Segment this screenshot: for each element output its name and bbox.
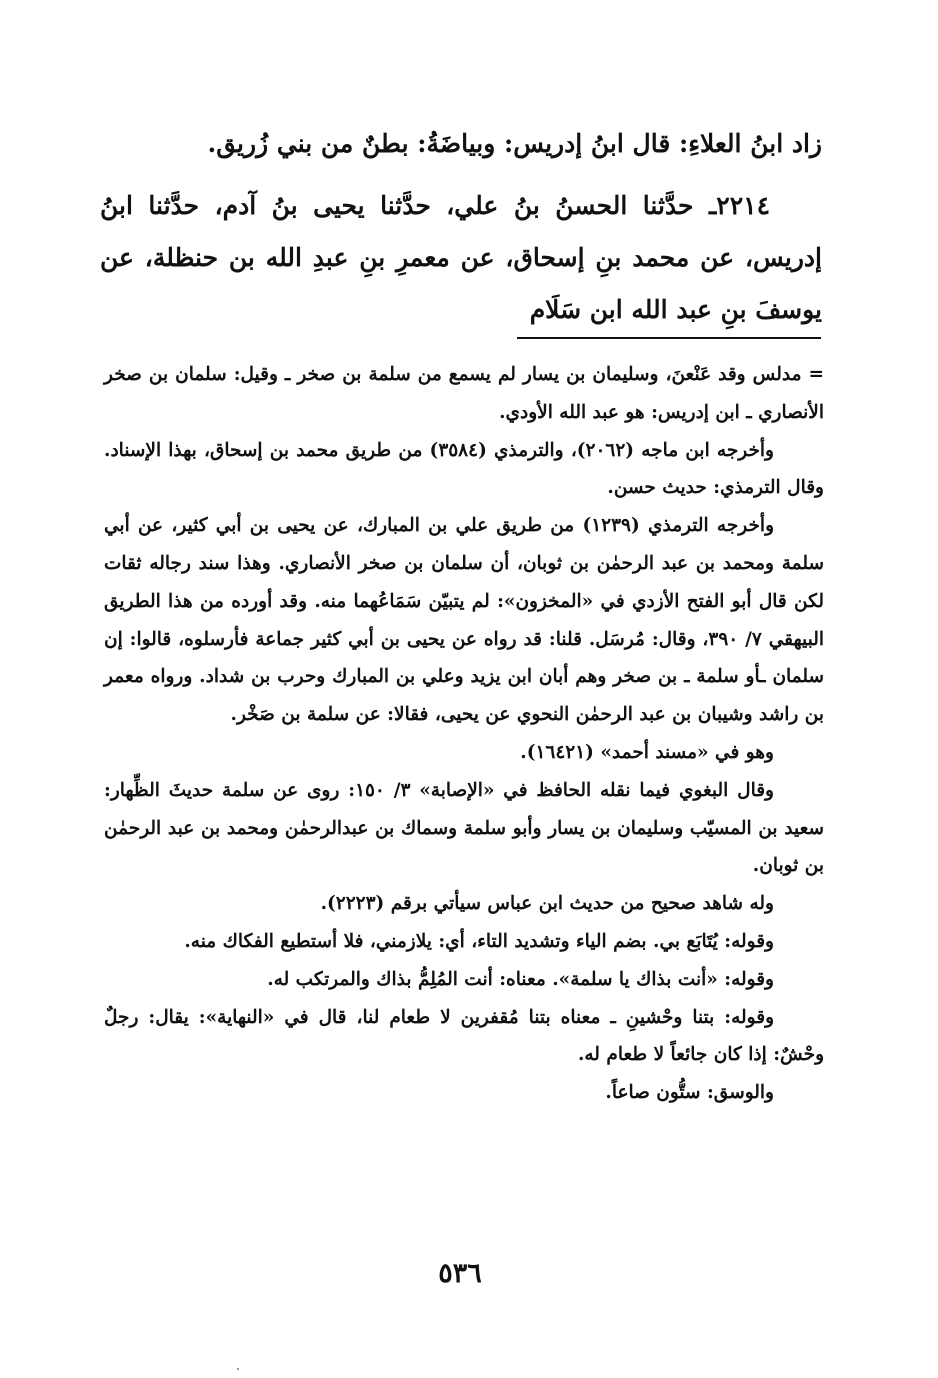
footnote-paragraph: وقوله: يُتَابَع بي. بضم الياء وتشديد التاء، أي: يلازمني، فلا أستطيع الفكاك منه. (184, 930, 774, 952)
page-number: ٥٣٦ (438, 1258, 482, 1289)
footnote-paragraph: وهو في «مسند أحمد» (١٦٤٢١). (520, 741, 774, 763)
footnote-paragraph: وأخرجه ابن ماجه (٢٠٦٢)، والترمذي (٣٥٨٤) من طريق محمد بن إسحاق، بهذا الإسناد. وقال الترمذي: حديث حسن. (104, 439, 824, 499)
footnote-divider (517, 337, 821, 339)
main-text (100, 118, 822, 336)
footnote-paragraph: وقوله: «أنت بذاك يا سلمة». معناه: أنت المُلِمُّ بذاك والمرتكب له. (267, 968, 774, 990)
footnote-paragraph: = مدلس وقد عَنْعنَ، وسليمان بن يسار لم يسمع من سلمة بن صخر ـ وقيل: سلمان بن صخر الأنصاري ـ ابن إدريس: هو عبد الله الأودي. (104, 364, 824, 423)
footnote-paragraph: وقوله: بتنا وحْشينِ ـ معناه بتنا مُقفرين لا طعام لنا، قال في «النهاية»: يقال: رجلٌ وحْشٌ: إذا كان جائعاً لا طعام له. (104, 1006, 824, 1066)
footnote-paragraph: وقال البغوي فيما نقله الحافظ في «الإصابة» ٣/ ١٥٠: روى عن سلمة حديثَ الظِّهار: سعيد بن المسيّب وسليمان بن يسار وأبو سلمة وسماك بن عبدالرحمٰن ومحمد بن عبد الرحمٰن بن ثوبان. (104, 779, 824, 877)
hadith-text: ٢٢١٤ـ حدَّثنا الحسنُ بنُ علي، حدَّثنا يحيى بنُ آدم، حدَّثنا ابنُ إدريس، عن محمد بنِ إسحاق، عن معمرِ بنِ عبدِ الله بن حنظلة، عن يوسفَ بنِ عبد الله ابن سَلَام (100, 191, 822, 324)
footnote-paragraph: والوسق: ستُّون صاعاً. (605, 1082, 774, 1104)
scan-speck (237, 1368, 239, 1370)
footnote-paragraph: وأخرجه الترمذي (١٢٣٩) من طريق علي بن المبارك، عن يحيى بن أبي كثير، عن أبي سلمة ومحمد بن عبد الرحمٰن بن ثوبان، أن سلمان بن صخر الأنصاري. وهذا سند رجاله ثقات لكن قال أبو الفتح الأزدي في «المخزون»: لم يتبيّن سَمَاعُهما منه. وقد أورده من هذا الطريق البيهقي ٧/ ٣٩٠، وقال: مُرسَل. قلنا: قد رواه عن يحيى بن أبي كثير جماعة فأرسلوه، قالوا: إن سلمان ـأو سلمة ـ بن صخر وهم أبان ابن يزيد وعلي بن المبارك وحرب بن شداد. ورواه معمر بن راشد وشيبان بن عبد الرحمٰن النحوي عن يحيى، فقالا: عن سلمة بن صَخْر. (104, 515, 824, 726)
narration-note: زاد ابنُ العلاءِ: قال ابنُ إدريس: وبياضَةُ: بطنٌ من بني زُريق. (207, 129, 822, 158)
footnotes (104, 356, 824, 1112)
footnote-paragraph: وله شاهد صحيح من حديث ابن عباس سيأتي برقم (٢٢٢٣). (320, 893, 774, 915)
